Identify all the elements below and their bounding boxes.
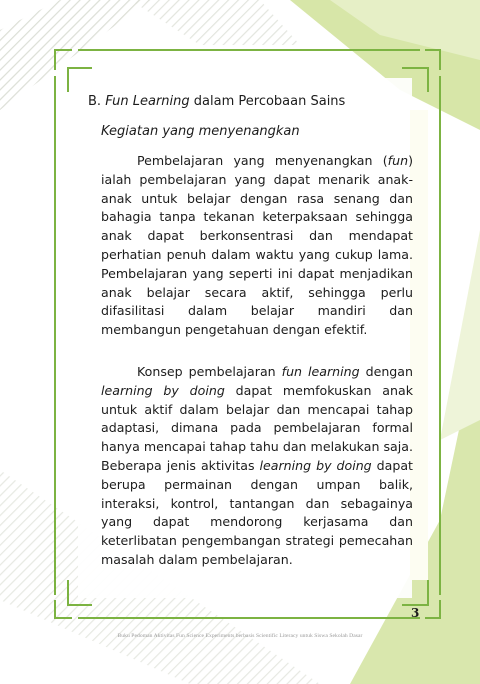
heading-prefix: B. xyxy=(88,94,106,109)
paragraph-1 xyxy=(101,152,413,340)
heading-rest: dalam Percobaan Sains xyxy=(189,94,346,109)
p2-part-a: Konsep pembelajaran xyxy=(137,364,282,379)
p2-learning-by-doing-1: learning by doing xyxy=(101,382,225,398)
p2-part-c: dapat memfokuskan anak untuk aktif dalam belajar dan mencapai tahap adaptasi, dimana pada pembelajaran formal hanya mencapai tahap tahu dan melakukan saja. Beberapa jenis aktivitas xyxy=(101,382,413,473)
p2-fun-learning-italic: fun learning xyxy=(281,364,360,379)
p2-learning-by-doing-2: learning by doing xyxy=(259,457,372,473)
p2-part-d: dapat berupa permainan dengan umpan balik, interaksi, kontrol, tantangan dan sebagainya yang dapat mendorong kerjasama dan keterlibatan pengembangan strategi pemecahan masalah dalam pembelajaran. xyxy=(101,457,413,567)
subheading: Kegiatan yang menyenangkan xyxy=(101,124,300,139)
p1-fun-italic: fun xyxy=(387,153,409,168)
heading-italic: Fun Learning xyxy=(105,94,190,109)
p1-part-b: ) ialah pembelajaran yang dapat menarik anak-anak untuk belajar dengan rasa senang dan bahagia tanpa tekanan keterpaksaan sehingga anak dapat berkonsentrasi dan mendapat perhatian penuh dalam waktu yang cukup lama. Pembelajaran yang seperti ini dapat menjadikan anak belajar secara aktif, sehingga perlu difasilitasi dalam belajar mandiri dan membangun pengetahuan dengan efektif. xyxy=(101,153,413,338)
section-heading xyxy=(88,94,418,109)
footer-text: Buku Pedoman Aktivitas Fun Science Experiments berbasis Scientific Literacy untuk Siswa Sekolah Dasar xyxy=(117,633,363,639)
p1-part-a: Pembelajaran yang menyenangkan ( xyxy=(137,153,388,168)
hatch-band-top xyxy=(130,0,300,45)
paragraph-2 xyxy=(101,363,413,570)
page-number: 3 xyxy=(411,606,420,620)
p2-part-b: dengan xyxy=(359,364,413,379)
green-band-right-pale xyxy=(440,230,480,440)
